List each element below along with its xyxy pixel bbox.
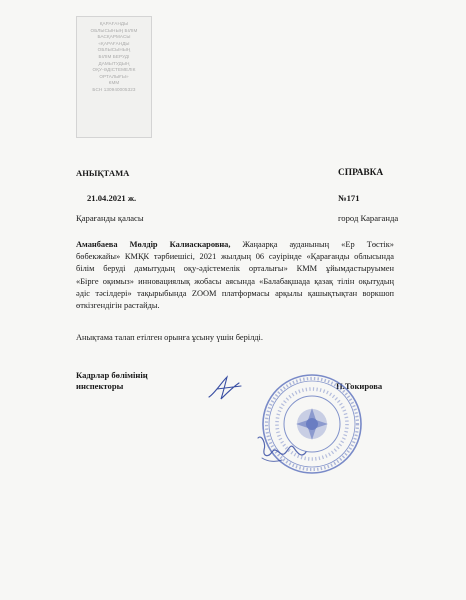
- stamp-line: БАСҚАРМАСЫ: [97, 34, 131, 40]
- body-line: білім беруді дамытудың оқу-әдістемелік орталығы» КММ ұйымдастыруымен: [76, 264, 394, 274]
- stamp-line: «ҚАРАҒАНДЫ: [98, 40, 130, 46]
- signer-position-line2: инспекторы: [76, 381, 124, 391]
- doc-number: №171: [338, 193, 360, 203]
- handwritten-scribble: [254, 428, 314, 468]
- stamp-line: БІЛІМ БЕРУДІ: [98, 53, 130, 59]
- stamp-line: ҚАРАҒАНДЫ: [99, 21, 129, 26]
- stamp-line: ОҚУ-ӘДІСТЕМЕЛІК: [92, 67, 136, 73]
- body-line: бөбекжайы» КМҚК тәрбиешісі, 2021 жылдың 06 сәуірінде «Қарағанды облысында: [76, 252, 394, 262]
- signer-name: П.Токирова: [336, 381, 383, 391]
- stamp-line: БСН 130940005323: [92, 86, 136, 92]
- certificate-body: [76, 239, 394, 312]
- stamp-line: КММ: [108, 80, 120, 86]
- purpose-note: Анықтама талап етілген орынға ұсыну үшін берілді.: [76, 333, 263, 342]
- registration-stamp: [76, 16, 152, 138]
- body-line-text: Жаңаарқа ауданының «Ер Төстік»: [242, 240, 394, 249]
- doc-title-ru: СПРАВКА: [338, 168, 384, 178]
- doc-title-kz: АНЫҚТАМА: [76, 168, 130, 178]
- city-kz: Қарағанды қаласы: [76, 213, 144, 223]
- body-line: әдіс тәсілдері» тақырыбында ZOOM платформасы арқылы қашықтықтан воркшоп: [76, 288, 394, 298]
- doc-date: 21.04.2021 ж.: [87, 193, 137, 203]
- stamp-line: ОРТАЛЫҒЫ»: [99, 73, 129, 79]
- body-line: [76, 239, 394, 251]
- stamp-line: ОБЛЫСЫНЫҢ: [97, 47, 131, 53]
- body-line: өткізгендігін растайды.: [76, 301, 160, 311]
- stamp-line: ДАМЫТУДЫҢ: [98, 60, 130, 66]
- stamp-line: ОБЛЫСЫНЫҢ БІЛІМ: [90, 27, 138, 33]
- body-line: «Бірге оқимыз» инновациялық жобасы аясында «Балабақшада қазақ тілін оқытудың: [76, 276, 394, 286]
- city-ru: город Караганда: [338, 213, 399, 223]
- signature-mark: [205, 373, 245, 403]
- person-name: Аманбаева Мөлдір Калиаскаровна,: [76, 240, 231, 249]
- signer-position-line1: Кадрлар бөлімінің: [76, 370, 148, 380]
